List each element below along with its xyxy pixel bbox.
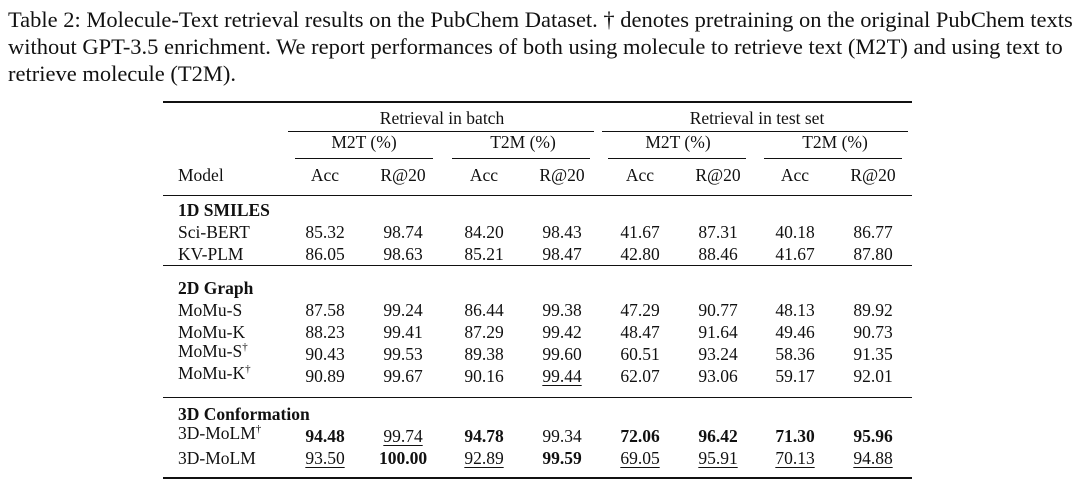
metric-column-header: R@20 xyxy=(850,165,896,185)
table-cell: 88.46 xyxy=(698,244,738,264)
table-cell: 58.36 xyxy=(775,344,815,364)
section-rule xyxy=(163,397,912,398)
table-cell: 47.29 xyxy=(620,300,660,320)
table-cell: 99.59 xyxy=(542,448,582,468)
cmidrule-t2m xyxy=(452,158,590,159)
table-cell: 48.47 xyxy=(620,322,660,342)
table-cell: 90.89 xyxy=(305,366,345,386)
model-name: MoMu-K xyxy=(178,322,246,342)
model-column-header: Model xyxy=(178,165,224,185)
table-cell: 59.17 xyxy=(775,366,815,386)
table-cell: 90.73 xyxy=(853,322,893,342)
table-cell: 87.58 xyxy=(305,300,345,320)
cmidrule-m2t xyxy=(608,158,746,159)
metric-column-header: Acc xyxy=(469,165,499,185)
column-subgroup-header: M2T (%) xyxy=(645,132,711,152)
table-cell: 96.42 xyxy=(698,426,738,446)
table-cell: 90.43 xyxy=(305,344,345,364)
table-cell: 99.44 xyxy=(542,366,582,386)
table-cell: 41.67 xyxy=(620,222,660,242)
table-cell: 99.60 xyxy=(542,344,582,364)
table-cell: 69.05 xyxy=(620,448,660,468)
model-name: 3D-MoLM† xyxy=(178,423,262,443)
header-rule xyxy=(163,195,912,196)
metric-column-header: Acc xyxy=(310,165,340,185)
table-cell: 85.21 xyxy=(464,244,504,264)
column-group-header: Retrieval in test set xyxy=(689,108,825,128)
model-name: Sci-BERT xyxy=(178,222,250,242)
table-cell: 42.80 xyxy=(620,244,660,264)
cmidrule-m2t xyxy=(295,158,433,159)
table-cell: 92.89 xyxy=(464,448,504,468)
section-title: 2D Graph xyxy=(178,278,254,298)
metric-column-header: Acc xyxy=(780,165,810,185)
table-cell: 99.38 xyxy=(542,300,582,320)
table-cell: 62.07 xyxy=(620,366,660,386)
model-name: MoMu-S xyxy=(178,300,243,320)
table-cell: 85.32 xyxy=(305,222,345,242)
table-cell: 49.46 xyxy=(775,322,815,342)
model-name: MoMu-S† xyxy=(178,341,248,361)
table-cell: 98.63 xyxy=(383,244,423,264)
table-cell: 91.64 xyxy=(698,322,738,342)
table-cell: 100.00 xyxy=(378,448,428,468)
table-cell: 99.24 xyxy=(383,300,423,320)
table-cell: 93.50 xyxy=(305,448,345,468)
table-cell: 99.67 xyxy=(383,366,423,386)
table-cell: 70.13 xyxy=(775,448,815,468)
table-cell: 94.48 xyxy=(305,426,345,446)
table-cell: 92.01 xyxy=(853,366,893,386)
table-cell: 95.91 xyxy=(698,448,738,468)
table-cell: 86.77 xyxy=(853,222,893,242)
table-cell: 99.42 xyxy=(542,322,582,342)
table-cell: 90.16 xyxy=(464,366,504,386)
column-subgroup-header: M2T (%) xyxy=(331,132,397,152)
table-cell: 71.30 xyxy=(775,426,815,446)
table-cell: 93.24 xyxy=(698,344,738,364)
table-cell: 95.96 xyxy=(853,426,893,446)
section-rule xyxy=(163,265,912,266)
table-cell: 98.47 xyxy=(542,244,582,264)
metric-column-header: Acc xyxy=(625,165,655,185)
table-cell: 86.05 xyxy=(305,244,345,264)
table-caption: Table 2: Molecule-Text retrieval results on the PubChem Dataset. † denotes pretraining on the original PubChem texts without GPT-3.5 enrichment. We report performances of both using molecule to retrieve text (M2T) and using text to retrieve molecule (T2M). xyxy=(8,7,1073,86)
table-cell: 87.29 xyxy=(464,322,504,342)
table-cell: 94.88 xyxy=(853,448,893,468)
table-cell: 89.92 xyxy=(853,300,893,320)
model-name: KV-PLM xyxy=(178,244,244,264)
metric-column-header: R@20 xyxy=(380,165,426,185)
table-cell: 88.23 xyxy=(305,322,345,342)
table-cell: 99.53 xyxy=(383,344,423,364)
table-cell: 87.31 xyxy=(698,222,738,242)
table-cell: 48.13 xyxy=(775,300,815,320)
table-cell: 93.06 xyxy=(698,366,738,386)
table-cell: 41.67 xyxy=(775,244,815,264)
table-cell: 72.06 xyxy=(620,426,660,446)
table-cell: 94.78 xyxy=(464,426,504,446)
table-cell: 89.38 xyxy=(464,344,504,364)
table-cell: 90.77 xyxy=(698,300,738,320)
metric-column-header: R@20 xyxy=(695,165,741,185)
section-title: 1D SMILES xyxy=(178,200,270,220)
table-cell: 84.20 xyxy=(464,222,504,242)
top-rule xyxy=(163,101,912,103)
table-cell: 99.34 xyxy=(542,426,582,446)
table-cell: 60.51 xyxy=(620,344,660,364)
model-name: 3D-MoLM xyxy=(178,448,256,468)
table-cell: 98.43 xyxy=(542,222,582,242)
cmidrule-t2m xyxy=(764,158,902,159)
table-cell: 99.41 xyxy=(383,322,423,342)
table-cell: 87.80 xyxy=(853,244,893,264)
column-subgroup-header: T2M (%) xyxy=(802,132,868,152)
column-subgroup-header: T2M (%) xyxy=(490,132,556,152)
section-title: 3D Conformation xyxy=(178,404,310,424)
table-cell: 86.44 xyxy=(464,300,504,320)
model-name: MoMu-K† xyxy=(178,363,251,383)
column-group-header: Retrieval in batch xyxy=(379,108,505,128)
table-cell: 91.35 xyxy=(853,344,893,364)
table-cell: 40.18 xyxy=(775,222,815,242)
table-cell: 99.74 xyxy=(383,426,423,446)
metric-column-header: R@20 xyxy=(539,165,585,185)
table-cell: 98.74 xyxy=(383,222,423,242)
bottom-rule xyxy=(163,477,912,479)
